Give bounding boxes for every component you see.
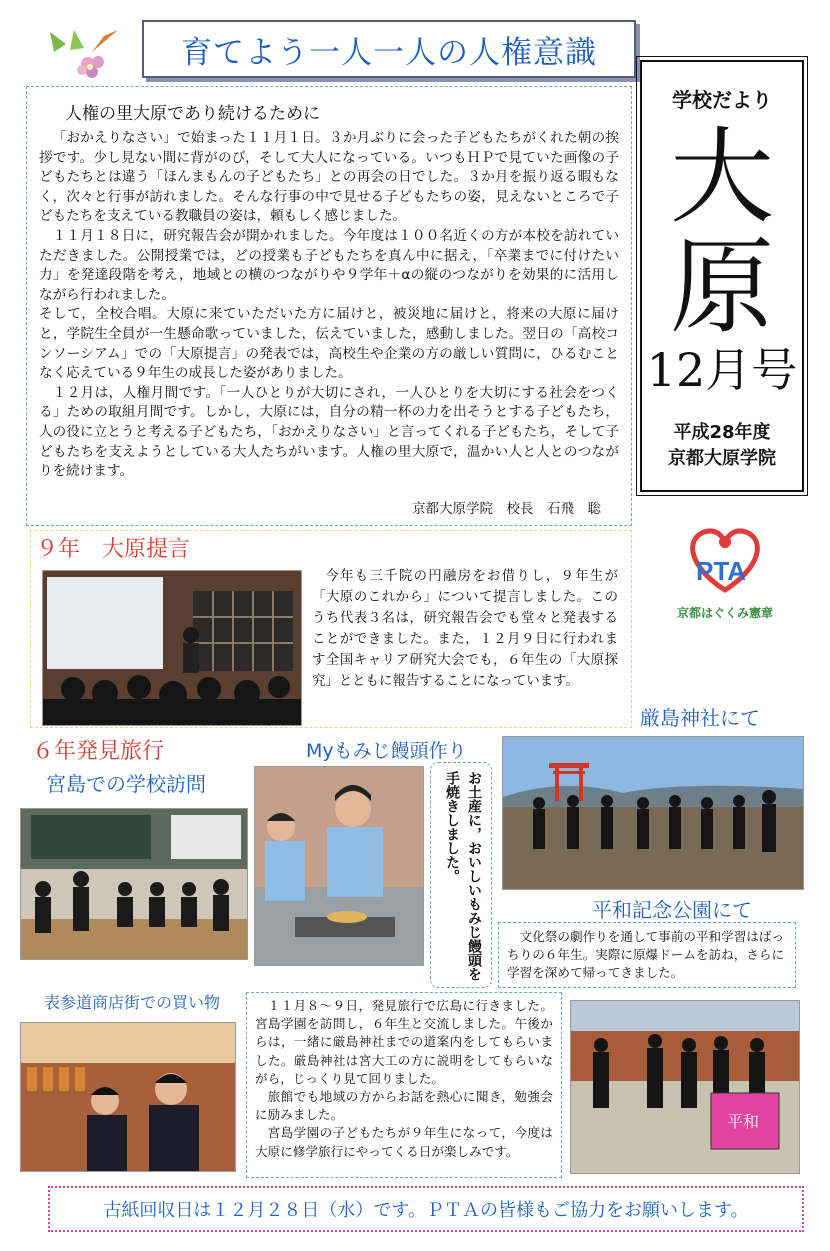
trip-report-para-1: １１月８～９日，発見旅行で広島に行きました。宮島学園を訪問し，６年生と交流しました。午後からは，一緒に厳島神社までの道案内をしてもらいました。厳島神社は宮大工の方に説明をしてもらいながら，じっくり見て回りました。 [255, 998, 553, 1086]
trip-report-para-2: 旅館でも地域の方からお話を熱心に聞き，勉強会に励みました。 [255, 1089, 553, 1123]
pta-logo-text: 京都はぐくみ憲章 [676, 606, 773, 620]
masthead-year: 平成28年度 [673, 422, 771, 443]
peace-park-caption: 平和記念公園にて [592, 898, 752, 922]
peace-park-photo [570, 1000, 800, 1174]
shopping-photo [20, 1022, 236, 1172]
school-visit-photo [20, 808, 248, 960]
peace-park-text: 文化祭の劇作りを通して事前の平和学習はばっちりの６年生。実際に原爆ドームを訪ね，さらに学習を深めて帰ってきました。 [507, 929, 785, 980]
peace-park-text-box [498, 922, 796, 988]
school-visit-caption: 宮島での学校訪問 [46, 772, 206, 796]
masthead-name-1: 大 [669, 116, 774, 238]
principal-para-3: そして，全校合唱。大原に来ていただいた方に届けと，被災地に届けと，将来の大原に届けと，学院生全員が一生懸命歌っていました，伝えていました，感動しました。翌日の「高校コンソーシアム」での「大原提言」の発表では，高校生や企業の方の厳しい質問に，ひるむことなく応えている９年生の成長した姿がありました。 [39, 306, 619, 382]
principal-para-1: 「おかえりなさい」で始まった１１月１日。３か月ぶりに会った子どもたちがくれた朝の挨拶です。少し見ない間に背がのび，そして大人になっている。いつもＨＰで見ていた画像の子どもたちとは違う「ほんまもんの子どもたち」との再会の日でした。３か月を振り返る暇もなく，次々と行事が訪れました。そんな行事の中で見せる子どもたちの姿，見えないところで子どもたちを支えている教職員の姿は，頼もしく感じました。 [39, 130, 619, 225]
shrine-photo [502, 736, 804, 890]
principal-signature: 京都大原学院 校長 石飛 聡 [412, 501, 601, 517]
grade9-presentation-photo [42, 570, 302, 726]
momiji-note: お土産に，おいしいもみじ饅頭を手焼きしました。 [444, 771, 482, 981]
shopping-caption: 表参道商店街での買い物 [44, 993, 221, 1012]
footer-notice: 古紙回収日は１２月２８日（水）です。ＰＴＡの皆様もご協力をお願いします。 [103, 1200, 749, 1221]
page-title-box [142, 20, 636, 78]
masthead-name-2: 原 [669, 226, 774, 348]
pta-logo [670, 520, 780, 632]
momiji-note-box [430, 762, 492, 988]
principal-heading: 人権の里大原であり続けるために [65, 104, 320, 124]
principal-message [26, 86, 632, 526]
footer-notice-box [48, 1186, 804, 1232]
trip-report-para-3: 宮島学園の子どもたちが９年生になって，今度は大原に修学旅行にやってくる日が楽しみです。 [255, 1125, 553, 1159]
shrine-caption: 厳島神社にて [640, 706, 760, 730]
grade9-heading: ９年 大原提言 [36, 537, 191, 562]
principal-para-2: １１月１８日に，研究報告会が開かれました。今年度は１００名近くの方が本校を訪れていただきました。公開授業では，どの授業も子どもたちを真ん中に据え，「卒業までに付けたい力」を発達段階を考え，地域との横のつながりや９学年＋αの縦のつながりを効果的に活用しながら行われました。 [39, 227, 619, 303]
trip-report-box [246, 992, 562, 1178]
momiji-making-photo [254, 766, 424, 966]
momiji-caption: Myもみじ饅頭作り [306, 740, 467, 762]
pta-mark: PTA [696, 556, 747, 586]
masthead-school: 京都大原学院 [668, 448, 776, 469]
grade6-heading: ６年発見旅行 [32, 739, 165, 764]
masthead [640, 60, 804, 492]
masthead-label: 学校だより [672, 88, 772, 112]
flower-icon [44, 22, 124, 82]
peace-banner-text: 平和 [727, 1112, 760, 1131]
principal-para-4: １２月は，人権月間です。「一人ひとりが大切にされ，一人ひとりを大切にする社会をつくる」ための取組月間です。しかし，大原には，自分の精一杯の力を出そうとする子どもたち，人の役に立とうと考える子どもたち，「おかえりなさい」と言ってくれる子どもたち，そして子どもたちを支えようとしている大人たちがいます。人権の里大原で，温かい人と人とのつながりを続けます。 [39, 384, 619, 480]
masthead-issue: 12月号 [646, 343, 798, 397]
grade9-body: 今年も三千院の円融房をお借りし，９年生が「大原のこれから」について提言しました。このうち代表３名は，研究報告会でも堂々と発表することができました。また，１２月９日に行われます全国キャリア研究大会でも，６年生の「大原探究」とともに報告することになっています。 [312, 569, 618, 689]
page-title: 育てよう一人一人の人権意識 [181, 34, 597, 71]
